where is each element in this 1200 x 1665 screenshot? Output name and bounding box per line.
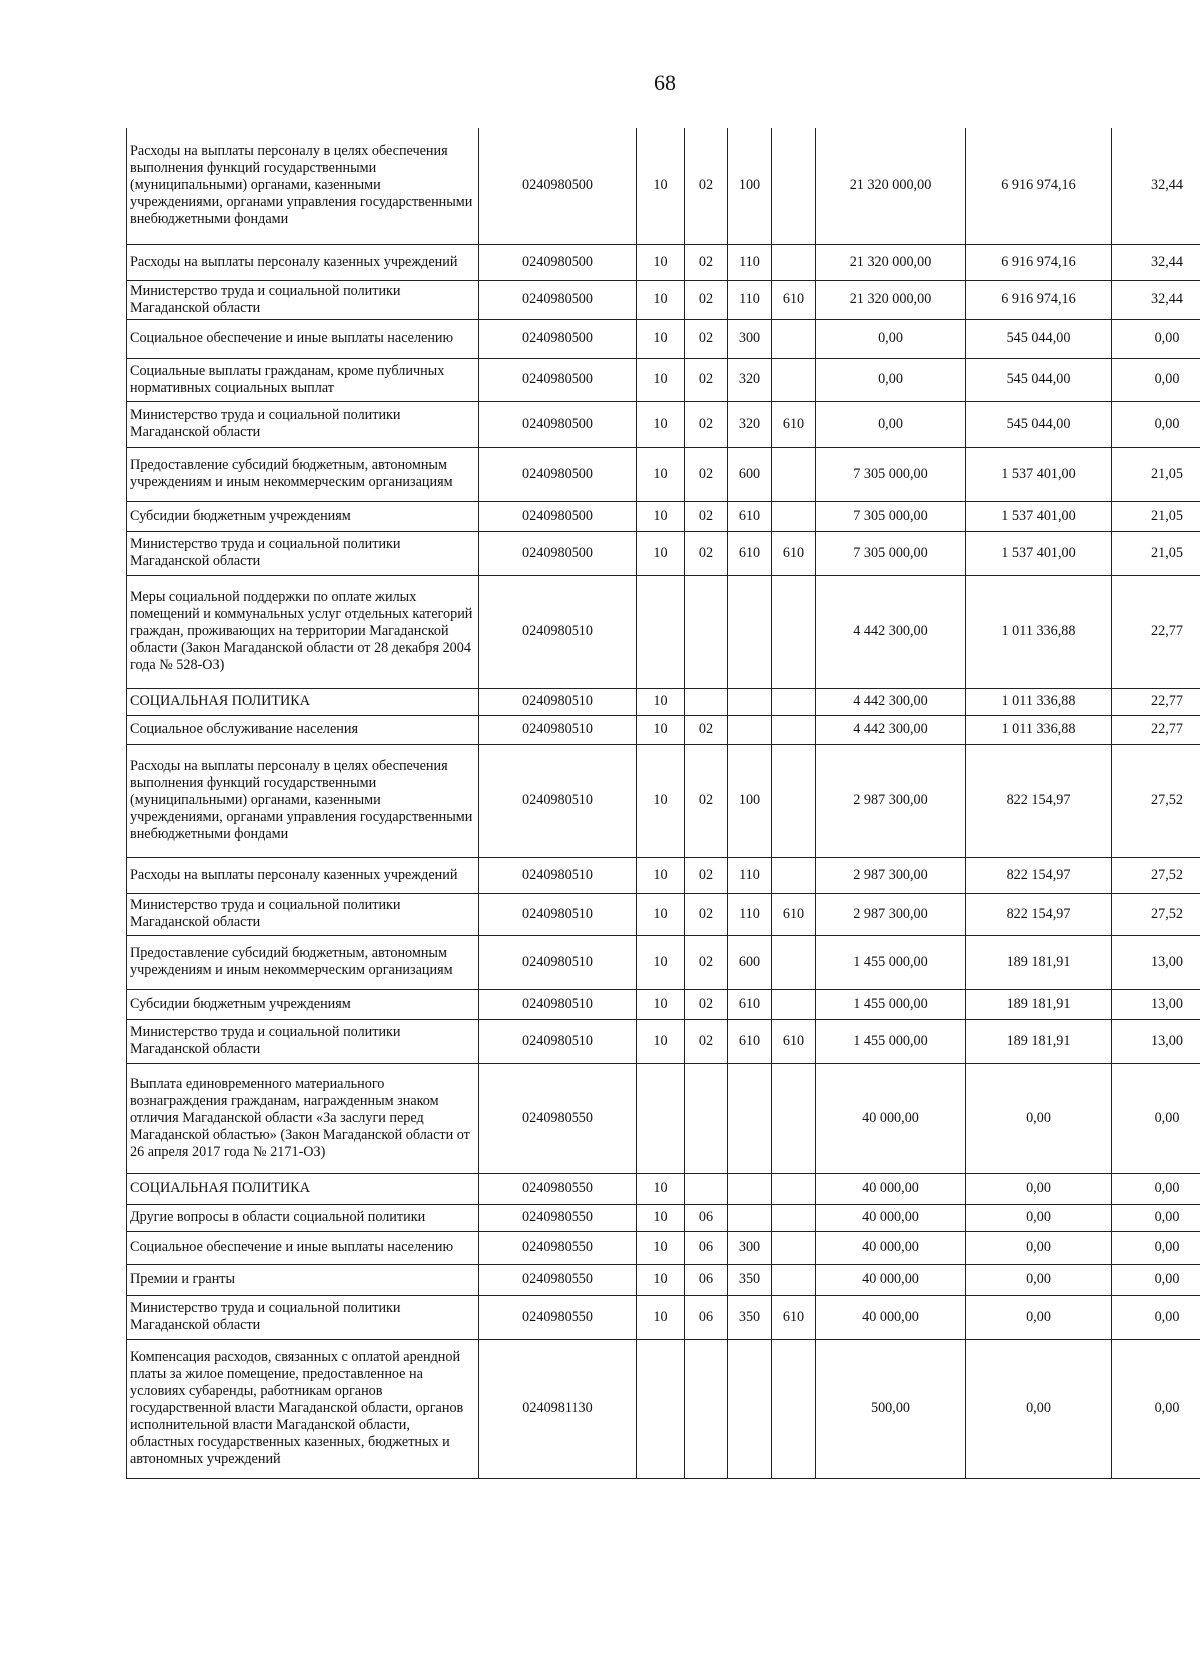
cell-pct: 13,00 — [1112, 1019, 1200, 1063]
cell-fact: 545 044,00 — [966, 319, 1112, 358]
cell-name: Социальные выплаты гражданам, кроме публичных нормативных социальных выплат — [127, 358, 479, 401]
cell-grbs — [772, 244, 816, 280]
cell-pct: 22,77 — [1112, 575, 1200, 688]
cell-plan: 7 305 000,00 — [816, 501, 966, 531]
cell-plan: 40 000,00 — [816, 1295, 966, 1339]
cell-csr: 0240980500 — [479, 501, 637, 531]
cell-csr: 0240980500 — [479, 244, 637, 280]
cell-rz: 10 — [637, 1264, 685, 1295]
cell-name: Социальное обеспечение и иные выплаты населению — [127, 1231, 479, 1264]
cell-plan: 4 442 300,00 — [816, 688, 966, 715]
table-row — [127, 319, 1200, 358]
cell-csr: 0240980500 — [479, 358, 637, 401]
cell-pct: 0,00 — [1112, 358, 1200, 401]
cell-fact: 1 537 401,00 — [966, 531, 1112, 575]
cell-vr: 610 — [728, 531, 772, 575]
cell-name: СОЦИАЛЬНАЯ ПОЛИТИКА — [127, 688, 479, 715]
table-row — [127, 1019, 1200, 1063]
cell-fact: 822 154,97 — [966, 744, 1112, 857]
table-row — [127, 857, 1200, 893]
cell-plan: 500,00 — [816, 1339, 966, 1478]
cell-pr: 02 — [685, 501, 728, 531]
cell-pr — [685, 1339, 728, 1478]
cell-csr: 0240980510 — [479, 715, 637, 744]
cell-fact: 0,00 — [966, 1339, 1112, 1478]
cell-fact: 0,00 — [966, 1204, 1112, 1231]
cell-fact: 0,00 — [966, 1063, 1112, 1173]
cell-pct: 0,00 — [1112, 401, 1200, 447]
cell-pr: 06 — [685, 1231, 728, 1264]
cell-pr: 06 — [685, 1295, 728, 1339]
cell-vr — [728, 688, 772, 715]
cell-plan: 0,00 — [816, 358, 966, 401]
cell-fact: 0,00 — [966, 1264, 1112, 1295]
cell-pct: 13,00 — [1112, 935, 1200, 989]
cell-grbs: 610 — [772, 893, 816, 935]
cell-pr — [685, 688, 728, 715]
cell-plan: 0,00 — [816, 401, 966, 447]
cell-name: Предоставление субсидий бюджетным, автономным учреждениям и иным некоммерческим организациям — [127, 447, 479, 501]
cell-vr: 610 — [728, 989, 772, 1019]
cell-vr: 350 — [728, 1264, 772, 1295]
cell-csr: 0240980510 — [479, 989, 637, 1019]
cell-grbs — [772, 128, 816, 244]
cell-grbs — [772, 319, 816, 358]
cell-pr: 02 — [685, 358, 728, 401]
cell-rz: 10 — [637, 935, 685, 989]
cell-pr: 02 — [685, 893, 728, 935]
cell-pct: 0,00 — [1112, 1063, 1200, 1173]
cell-vr: 110 — [728, 893, 772, 935]
cell-name: Министерство труда и социальной политики Магаданской области — [127, 531, 479, 575]
cell-csr: 0240980550 — [479, 1063, 637, 1173]
cell-grbs — [772, 935, 816, 989]
cell-fact: 545 044,00 — [966, 401, 1112, 447]
cell-rz: 10 — [637, 128, 685, 244]
cell-plan: 21 320 000,00 — [816, 280, 966, 319]
cell-csr: 0240980510 — [479, 1019, 637, 1063]
cell-grbs — [772, 715, 816, 744]
cell-csr: 0240980510 — [479, 893, 637, 935]
cell-name: Расходы на выплаты персоналу в целях обеспечения выполнения функций государственными (муниципальными) органами, казенными учреждениями, органами управления государственными внебюджетными фондами — [127, 744, 479, 857]
cell-pct: 27,52 — [1112, 744, 1200, 857]
cell-pr: 02 — [685, 857, 728, 893]
cell-fact: 6 916 974,16 — [966, 128, 1112, 244]
cell-rz: 10 — [637, 244, 685, 280]
cell-vr: 350 — [728, 1295, 772, 1339]
cell-vr: 110 — [728, 244, 772, 280]
cell-pr: 02 — [685, 935, 728, 989]
cell-name: Министерство труда и социальной политики Магаданской области — [127, 280, 479, 319]
cell-grbs — [772, 1231, 816, 1264]
cell-pct: 21,05 — [1112, 447, 1200, 501]
cell-csr: 0240980550 — [479, 1204, 637, 1231]
table-row — [127, 744, 1200, 857]
table-row — [127, 935, 1200, 989]
cell-grbs — [772, 744, 816, 857]
cell-pct: 0,00 — [1112, 1204, 1200, 1231]
cell-pct: 32,44 — [1112, 128, 1200, 244]
cell-fact: 1 011 336,88 — [966, 715, 1112, 744]
cell-name: Предоставление субсидий бюджетным, автономным учреждениям и иным некоммерческим организациям — [127, 935, 479, 989]
cell-vr: 600 — [728, 935, 772, 989]
cell-pr: 02 — [685, 319, 728, 358]
table-row — [127, 1264, 1200, 1295]
cell-name: Социальное обслуживание населения — [127, 715, 479, 744]
cell-rz: 10 — [637, 893, 685, 935]
cell-name: Меры социальной поддержки по оплате жилых помещений и коммунальных услуг отдельных категорий граждан, проживающих на территории Магаданской области (Закон Магаданской области от 28 декабря 2004 года № 528-ОЗ) — [127, 575, 479, 688]
cell-pct: 22,77 — [1112, 715, 1200, 744]
cell-pct: 0,00 — [1112, 1339, 1200, 1478]
cell-rz — [637, 1339, 685, 1478]
cell-plan: 7 305 000,00 — [816, 531, 966, 575]
cell-grbs — [772, 1173, 816, 1204]
cell-pr — [685, 1173, 728, 1204]
cell-rz: 10 — [637, 688, 685, 715]
table-row — [127, 531, 1200, 575]
cell-grbs — [772, 447, 816, 501]
cell-vr: 610 — [728, 1019, 772, 1063]
cell-fact: 189 181,91 — [966, 989, 1112, 1019]
cell-fact: 6 916 974,16 — [966, 280, 1112, 319]
cell-grbs — [772, 575, 816, 688]
cell-name: Расходы на выплаты персоналу казенных учреждений — [127, 857, 479, 893]
cell-fact: 189 181,91 — [966, 1019, 1112, 1063]
table-row — [127, 1063, 1200, 1173]
cell-grbs: 610 — [772, 1019, 816, 1063]
cell-csr: 0240980500 — [479, 531, 637, 575]
cell-name: Компенсация расходов, связанных с оплатой арендной платы за жилое помещение, предоставленное на условиях субаренды, работникам органов государственной власти Магаданской области, органов исполнительной власти Магаданской области, областных государственных казенных, бюджетных и автономных учреждений — [127, 1339, 479, 1478]
cell-grbs: 610 — [772, 531, 816, 575]
cell-name: Министерство труда и социальной политики Магаданской области — [127, 893, 479, 935]
table-row — [127, 1204, 1200, 1231]
cell-csr: 0240980500 — [479, 319, 637, 358]
cell-rz: 10 — [637, 501, 685, 531]
cell-name: Министерство труда и социальной политики Магаданской области — [127, 401, 479, 447]
table-body — [127, 128, 1200, 1478]
budget-table — [126, 128, 1200, 1479]
cell-csr: 0240980550 — [479, 1173, 637, 1204]
cell-pr — [685, 575, 728, 688]
table-row — [127, 1231, 1200, 1264]
cell-pr: 02 — [685, 447, 728, 501]
cell-rz: 10 — [637, 1295, 685, 1339]
cell-fact: 545 044,00 — [966, 358, 1112, 401]
cell-fact: 822 154,97 — [966, 893, 1112, 935]
cell-name: Социальное обеспечение и иные выплаты населению — [127, 319, 479, 358]
cell-fact: 1 537 401,00 — [966, 501, 1112, 531]
cell-pct: 0,00 — [1112, 1231, 1200, 1264]
cell-plan: 2 987 300,00 — [816, 744, 966, 857]
cell-name: Расходы на выплаты персоналу казенных учреждений — [127, 244, 479, 280]
cell-csr: 0240981130 — [479, 1339, 637, 1478]
cell-grbs: 610 — [772, 1295, 816, 1339]
cell-vr: 320 — [728, 401, 772, 447]
cell-grbs — [772, 358, 816, 401]
cell-fact: 1 537 401,00 — [966, 447, 1112, 501]
cell-plan: 40 000,00 — [816, 1063, 966, 1173]
cell-vr — [728, 1063, 772, 1173]
cell-rz — [637, 1063, 685, 1173]
cell-grbs — [772, 1063, 816, 1173]
cell-vr — [728, 715, 772, 744]
cell-fact: 0,00 — [966, 1231, 1112, 1264]
cell-grbs — [772, 989, 816, 1019]
cell-pct: 0,00 — [1112, 1173, 1200, 1204]
cell-pct: 32,44 — [1112, 280, 1200, 319]
cell-pr: 02 — [685, 989, 728, 1019]
cell-rz: 10 — [637, 358, 685, 401]
cell-csr: 0240980510 — [479, 857, 637, 893]
cell-rz: 10 — [637, 1204, 685, 1231]
cell-rz: 10 — [637, 989, 685, 1019]
table-row — [127, 688, 1200, 715]
cell-csr: 0240980500 — [479, 401, 637, 447]
cell-vr: 110 — [728, 857, 772, 893]
table-row — [127, 501, 1200, 531]
cell-name: Другие вопросы в области социальной политики — [127, 1204, 479, 1231]
cell-plan: 40 000,00 — [816, 1231, 966, 1264]
cell-vr — [728, 1339, 772, 1478]
cell-csr: 0240980550 — [479, 1264, 637, 1295]
cell-csr: 0240980500 — [479, 128, 637, 244]
cell-vr: 300 — [728, 319, 772, 358]
cell-rz: 10 — [637, 447, 685, 501]
cell-pr: 02 — [685, 744, 728, 857]
cell-grbs — [772, 857, 816, 893]
cell-name: Премии и гранты — [127, 1264, 479, 1295]
cell-fact: 6 916 974,16 — [966, 244, 1112, 280]
cell-rz: 10 — [637, 319, 685, 358]
cell-pr: 06 — [685, 1204, 728, 1231]
cell-pct: 32,44 — [1112, 244, 1200, 280]
cell-rz: 10 — [637, 1019, 685, 1063]
table-row — [127, 447, 1200, 501]
cell-rz: 10 — [637, 401, 685, 447]
cell-csr: 0240980500 — [479, 280, 637, 319]
cell-name: Субсидии бюджетным учреждениям — [127, 989, 479, 1019]
cell-csr: 0240980510 — [479, 688, 637, 715]
cell-plan: 21 320 000,00 — [816, 244, 966, 280]
cell-pr — [685, 1063, 728, 1173]
cell-fact: 189 181,91 — [966, 935, 1112, 989]
page-number: 68 — [654, 70, 676, 95]
cell-pct: 0,00 — [1112, 1264, 1200, 1295]
cell-pr: 02 — [685, 1019, 728, 1063]
cell-fact: 822 154,97 — [966, 857, 1112, 893]
cell-plan: 0,00 — [816, 319, 966, 358]
cell-vr: 300 — [728, 1231, 772, 1264]
cell-pct: 27,52 — [1112, 857, 1200, 893]
cell-pct: 21,05 — [1112, 501, 1200, 531]
cell-vr: 100 — [728, 744, 772, 857]
cell-rz: 10 — [637, 280, 685, 319]
cell-pr: 02 — [685, 401, 728, 447]
cell-plan: 40 000,00 — [816, 1173, 966, 1204]
cell-csr: 0240980510 — [479, 575, 637, 688]
cell-vr: 610 — [728, 501, 772, 531]
table-row — [127, 244, 1200, 280]
cell-vr: 110 — [728, 280, 772, 319]
table-row — [127, 280, 1200, 319]
cell-grbs: 610 — [772, 401, 816, 447]
cell-plan: 2 987 300,00 — [816, 893, 966, 935]
cell-csr: 0240980510 — [479, 935, 637, 989]
cell-pct: 27,52 — [1112, 893, 1200, 935]
cell-plan: 21 320 000,00 — [816, 128, 966, 244]
cell-plan: 7 305 000,00 — [816, 447, 966, 501]
cell-plan: 1 455 000,00 — [816, 989, 966, 1019]
cell-name: Расходы на выплаты персоналу в целях обеспечения выполнения функций государственными (муниципальными) органами, казенными учреждениями, органами управления государственными внебюджетными фондами — [127, 128, 479, 244]
cell-vr: 600 — [728, 447, 772, 501]
cell-fact: 0,00 — [966, 1173, 1112, 1204]
cell-plan: 40 000,00 — [816, 1204, 966, 1231]
cell-plan: 1 455 000,00 — [816, 935, 966, 989]
cell-pct: 22,77 — [1112, 688, 1200, 715]
cell-csr: 0240980550 — [479, 1295, 637, 1339]
cell-rz — [637, 575, 685, 688]
cell-name: Министерство труда и социальной политики Магаданской области — [127, 1295, 479, 1339]
cell-fact: 1 011 336,88 — [966, 688, 1112, 715]
cell-plan: 40 000,00 — [816, 1264, 966, 1295]
cell-pct: 0,00 — [1112, 319, 1200, 358]
cell-plan: 1 455 000,00 — [816, 1019, 966, 1063]
cell-pct: 0,00 — [1112, 1295, 1200, 1339]
cell-fact: 1 011 336,88 — [966, 575, 1112, 688]
cell-name: Выплата единовременного материального вознаграждения гражданам, награжденным знаком отличия Магаданской области «За заслуги перед Магаданской областью» (Закон Магаданской области от 26 апреля 2017 года № 2171-ОЗ) — [127, 1063, 479, 1173]
cell-rz: 10 — [637, 531, 685, 575]
cell-name: Субсидии бюджетным учреждениям — [127, 501, 479, 531]
table-row — [127, 1295, 1200, 1339]
table-row — [127, 1173, 1200, 1204]
cell-pr: 02 — [685, 244, 728, 280]
cell-rz: 10 — [637, 744, 685, 857]
cell-vr — [728, 1173, 772, 1204]
cell-pr: 02 — [685, 280, 728, 319]
cell-csr: 0240980500 — [479, 447, 637, 501]
cell-rz: 10 — [637, 1173, 685, 1204]
cell-vr — [728, 575, 772, 688]
table-row — [127, 401, 1200, 447]
table-row — [127, 715, 1200, 744]
table-row — [127, 575, 1200, 688]
cell-pr: 02 — [685, 715, 728, 744]
cell-pr: 02 — [685, 128, 728, 244]
cell-grbs: 610 — [772, 280, 816, 319]
cell-grbs — [772, 1204, 816, 1231]
cell-rz: 10 — [637, 715, 685, 744]
cell-fact: 0,00 — [966, 1295, 1112, 1339]
cell-grbs — [772, 688, 816, 715]
cell-vr: 100 — [728, 128, 772, 244]
cell-grbs — [772, 501, 816, 531]
cell-csr: 0240980510 — [479, 744, 637, 857]
cell-plan: 4 442 300,00 — [816, 575, 966, 688]
cell-csr: 0240980550 — [479, 1231, 637, 1264]
cell-pr: 02 — [685, 531, 728, 575]
table-row — [127, 128, 1200, 244]
cell-pr: 06 — [685, 1264, 728, 1295]
table-row — [127, 989, 1200, 1019]
cell-rz: 10 — [637, 857, 685, 893]
cell-name: СОЦИАЛЬНАЯ ПОЛИТИКА — [127, 1173, 479, 1204]
cell-grbs — [772, 1339, 816, 1478]
table-row — [127, 358, 1200, 401]
cell-plan: 4 442 300,00 — [816, 715, 966, 744]
cell-rz: 10 — [637, 1231, 685, 1264]
cell-grbs — [772, 1264, 816, 1295]
table-row — [127, 1339, 1200, 1478]
cell-pct: 13,00 — [1112, 989, 1200, 1019]
table-row — [127, 893, 1200, 935]
cell-pct: 21,05 — [1112, 531, 1200, 575]
cell-name: Министерство труда и социальной политики Магаданской области — [127, 1019, 479, 1063]
cell-plan: 2 987 300,00 — [816, 857, 966, 893]
cell-vr: 320 — [728, 358, 772, 401]
cell-vr — [728, 1204, 772, 1231]
